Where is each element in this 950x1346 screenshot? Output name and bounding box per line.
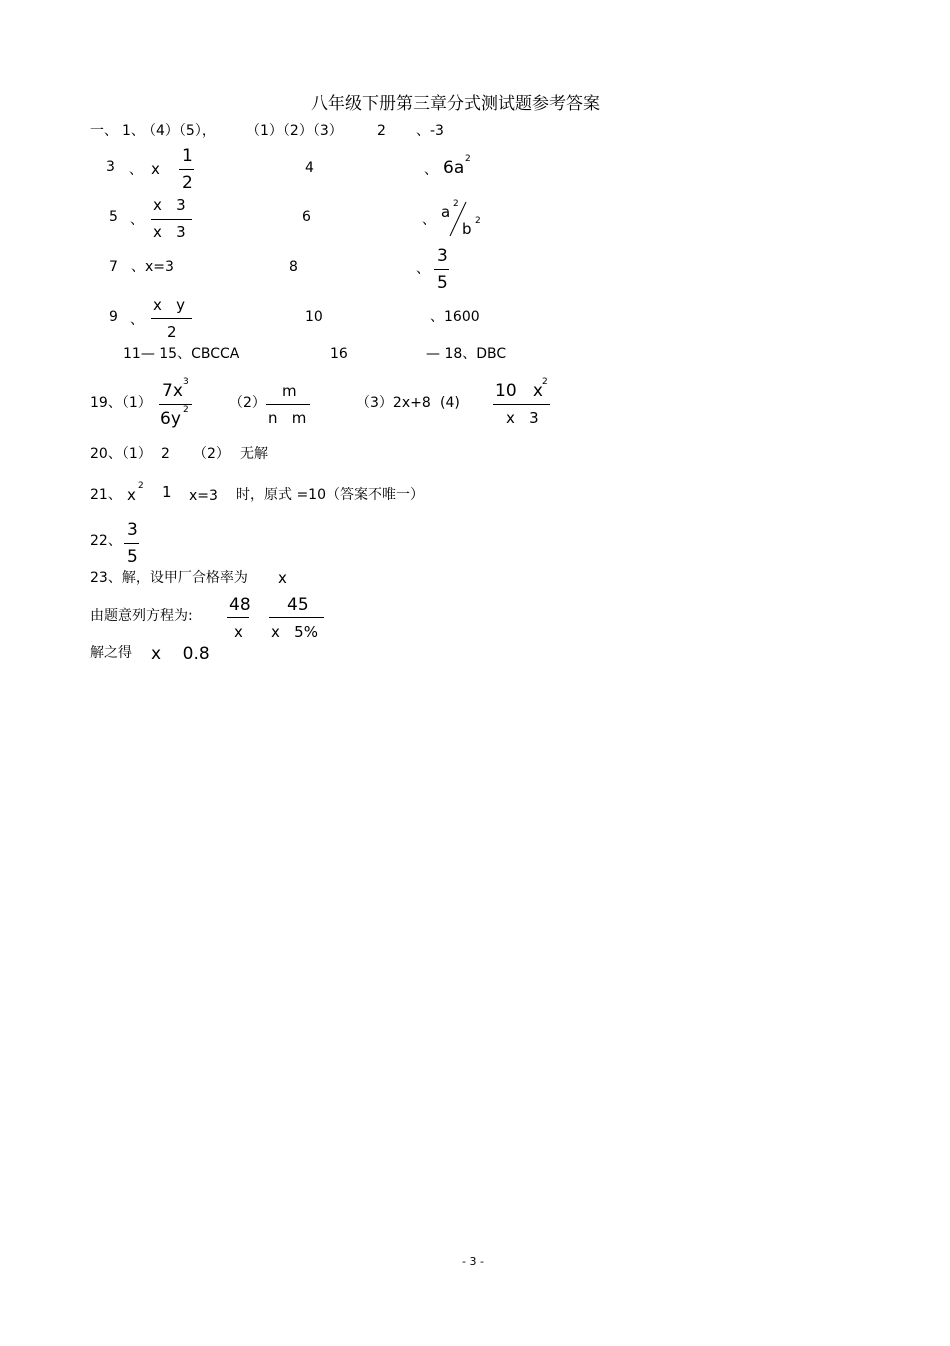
q21-condition: x=3 <box>189 488 218 504</box>
q19-p4-fraction-bar <box>493 404 550 405</box>
q21-variable: x <box>127 486 136 504</box>
q20-part-2-label: （2） <box>193 446 230 462</box>
q23-solution-label: 解之得 <box>90 645 132 661</box>
section-one-label: 一、 <box>90 123 118 139</box>
q9-fraction-bar <box>151 318 192 319</box>
q16-18-answer: — 18、DBC <box>426 346 507 362</box>
q5-fraction-bar <box>151 219 192 220</box>
q6-exponent-b: 2 <box>475 216 481 226</box>
q22-fraction-bar <box>124 543 139 544</box>
q19-p2-denominator: n m <box>268 409 307 427</box>
q23-setup: 23、解，设甲厂合格率为 <box>90 570 248 586</box>
q5-separator: 、 <box>130 212 144 228</box>
q21-result: 时，原式 =10（答案不唯一） <box>236 487 424 503</box>
page-number: - 3 - <box>462 1255 484 1268</box>
q23-f2-denominator: x 5% <box>271 623 318 641</box>
q3-separator: 、 <box>129 162 143 178</box>
q19-p4-label: (4) <box>440 395 460 411</box>
q21-constant: 1 <box>162 483 172 501</box>
q19-p1-denominator: 6y <box>160 409 181 429</box>
q11-15-answer: 11— 15、CBCCA <box>123 346 240 362</box>
q2-value: 、-3 <box>416 123 444 139</box>
q2-extra: 2 <box>377 123 386 139</box>
q7-number: 7 <box>109 259 118 275</box>
q10-answer: 、1600 <box>430 309 480 325</box>
q9-number: 9 <box>109 309 118 325</box>
q21-exponent: 2 <box>138 481 144 491</box>
q8-number: 8 <box>289 259 298 275</box>
q4-separator: 、 <box>424 162 438 178</box>
q6-base-a: a <box>441 203 451 221</box>
q22-numerator: 3 <box>127 520 138 540</box>
q8-fraction-bar <box>434 269 449 270</box>
q3-numerator: 1 <box>182 146 193 166</box>
q5-denominator: x 3 <box>153 223 186 241</box>
q23-f2-numerator: 45 <box>287 595 309 615</box>
q19-p1-numerator-exponent: 3 <box>183 377 189 387</box>
q19-p3-answer: （3）2x+8 <box>356 395 431 411</box>
q4-answer: 6a <box>443 158 465 178</box>
q19-p1-denominator-exponent: 2 <box>183 405 189 415</box>
q3-variable: x <box>151 160 160 178</box>
q10-number: 10 <box>305 309 323 325</box>
q9-denominator: 2 <box>167 323 177 341</box>
q23-f1-denominator: x <box>234 623 243 641</box>
q6-number: 6 <box>302 209 311 225</box>
q6-base-b: b <box>462 220 472 238</box>
q23-f2-fraction-bar <box>269 617 324 618</box>
q3-denominator: 2 <box>182 173 193 193</box>
q1-number: 1、 <box>122 123 145 139</box>
q22-denominator: 5 <box>127 547 138 567</box>
q20-answer-2: 无解 <box>240 446 268 462</box>
q8-numerator: 3 <box>437 246 448 266</box>
q19-p4-denominator: x 3 <box>506 409 539 427</box>
q23-equation-label: 由题意列方程为: <box>90 608 193 624</box>
q3-fraction-bar <box>179 169 194 170</box>
q6-separator: 、 <box>422 212 436 228</box>
q19-p4-numerator-exponent: 2 <box>542 377 548 387</box>
q19-label: 19、（1） <box>90 395 152 411</box>
q1-answer: （4）（5）， <box>142 123 216 139</box>
q2-answer: （1）（2）（3） <box>246 123 343 139</box>
q19-p4-numerator: 10 x <box>495 381 543 401</box>
q5-numerator: x 3 <box>153 196 186 214</box>
q8-separator: 、 <box>416 261 430 277</box>
q9-separator: 、 <box>130 312 144 328</box>
q20-answer-1: 2 <box>161 446 170 462</box>
q23-f1-fraction-bar <box>227 617 249 618</box>
q3-number: 3 <box>106 159 115 175</box>
q19-p2-label: （2） <box>229 395 266 411</box>
q19-p2-numerator: m <box>282 382 297 400</box>
q4-exponent: 2 <box>465 154 471 164</box>
q23-setup-variable: x <box>278 569 287 587</box>
q8-denominator: 5 <box>437 273 448 293</box>
q21-label: 21、 <box>90 487 122 503</box>
q5-number: 5 <box>109 209 118 225</box>
q23-f1-numerator: 48 <box>229 595 251 615</box>
q19-p1-numerator: 7x <box>162 381 183 401</box>
q7-answer: 、x=3 <box>131 259 174 275</box>
q20-label: 20、（1） <box>90 446 152 462</box>
q23-solution: x 0.8 <box>151 644 210 664</box>
q16-number: 16 <box>330 346 348 362</box>
q19-p2-fraction-bar <box>266 404 310 405</box>
q4-number: 4 <box>305 160 314 176</box>
q22-label: 22、 <box>90 533 122 549</box>
q9-numerator: x y <box>153 296 186 314</box>
q6-exponent-a: 2 <box>453 199 459 209</box>
document-title: 八年级下册第三章分式测试题参考答案 <box>311 94 600 114</box>
